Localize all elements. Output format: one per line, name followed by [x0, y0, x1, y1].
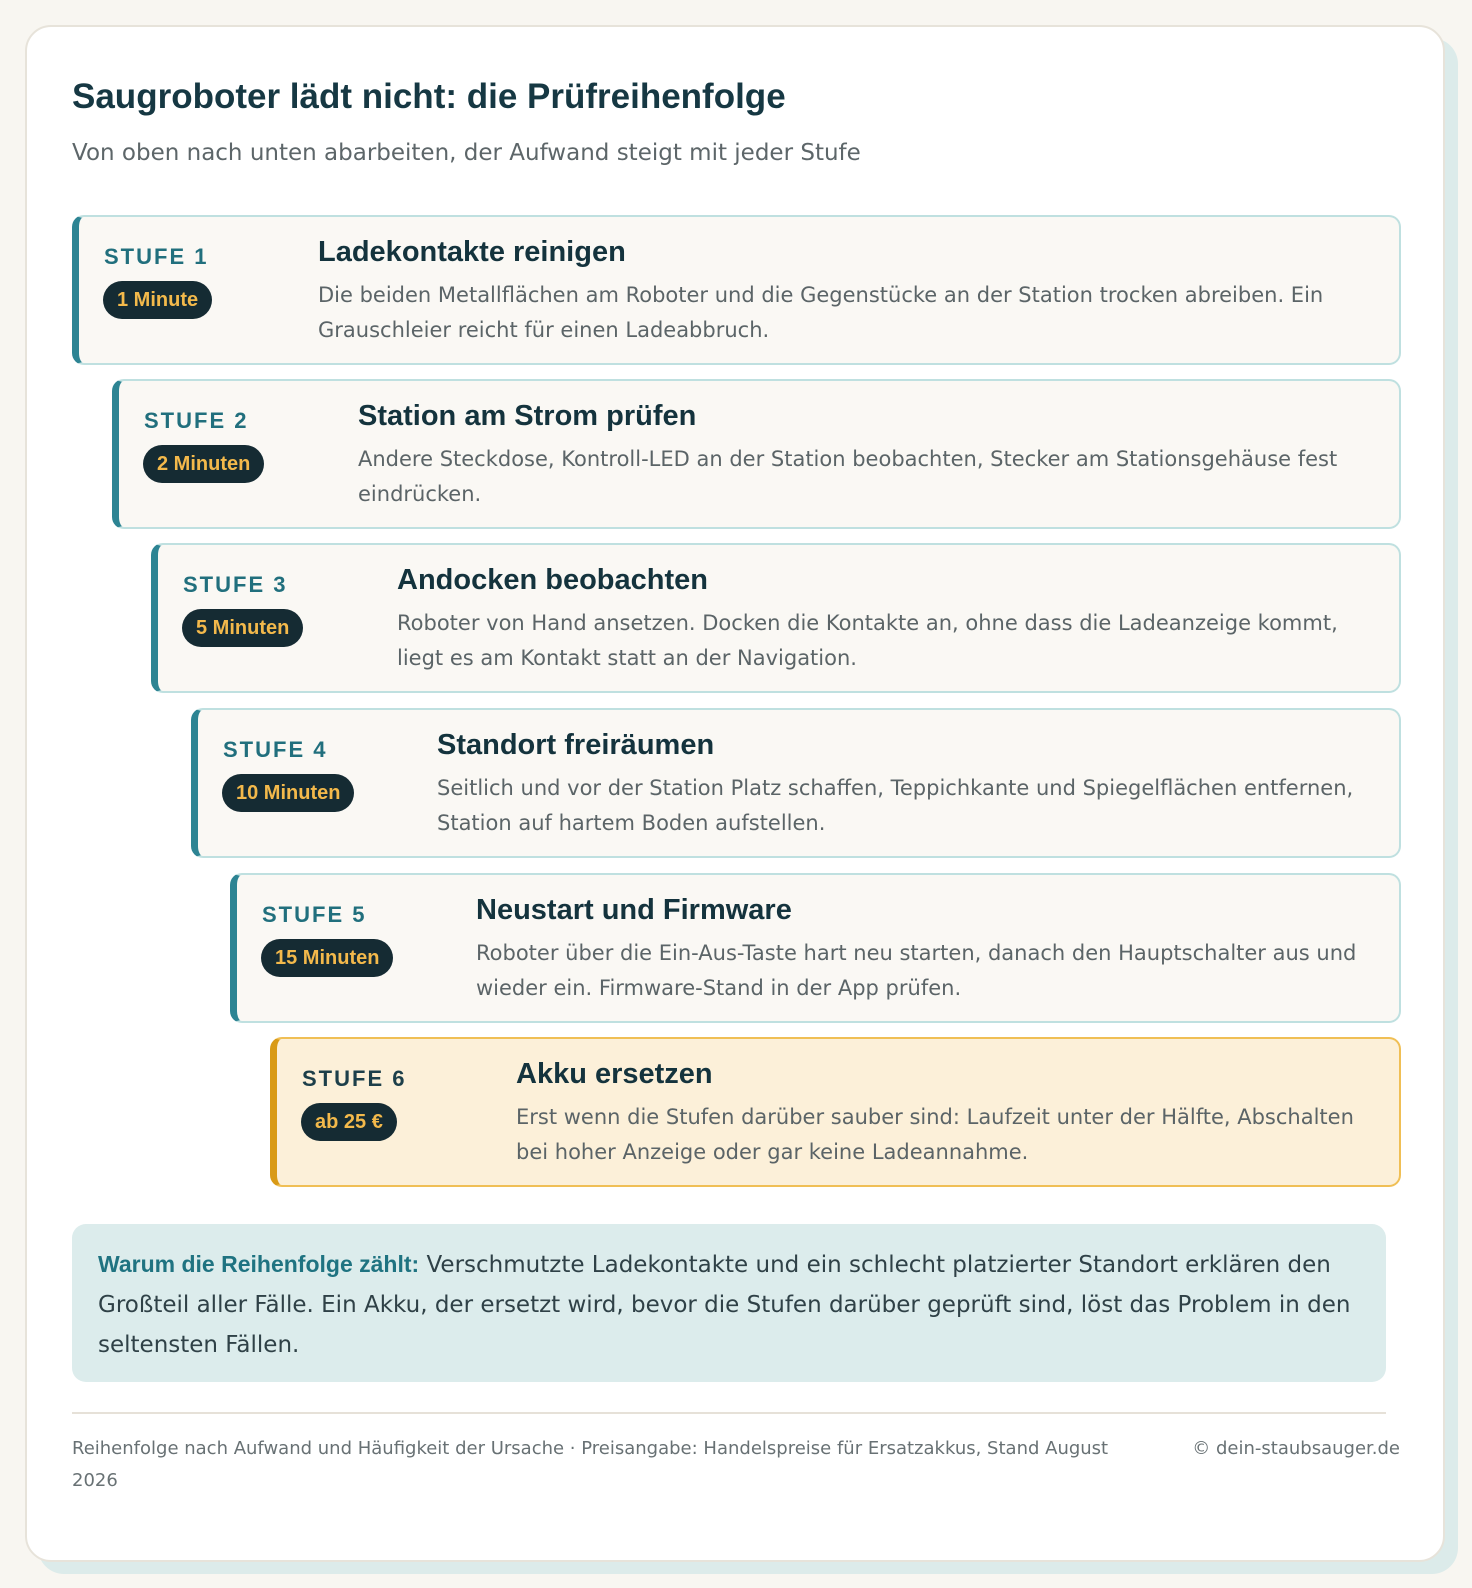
step-duration-badge: 1 Minute [103, 281, 212, 319]
step-4-card [191, 708, 1401, 858]
callout-text: Verschmutzte Ladekontakte und ein schlecht platzierter Standort erklären den Großteil aller Fälle. Ein Akku, der ersetzt wird, bevor die Stufen darüber geprüft sind, löst das Problem in den seltensten Fällen. [98, 1252, 1351, 1358]
step-2-card [112, 379, 1401, 529]
info-callout [72, 1224, 1386, 1382]
step-title: Ladekontakte reinigen [318, 236, 626, 268]
step-title: Standort freiräumen [437, 729, 715, 761]
infographic-card [25, 25, 1445, 1562]
step-label: STUFE 1 [104, 244, 209, 269]
step-duration-badge: 2 Minuten [143, 445, 264, 483]
step-description: Andere Steckdose, Kontroll-LED an der Station beobachten, Stecker am Stationsgehäuse fest eindrücken. [358, 447, 1338, 506]
step-title: Station am Strom prüfen [358, 400, 697, 432]
step-duration-badge: 10 Minuten [222, 774, 354, 812]
page-subtitle: Von oben nach unten abarbeiten, der Aufwand steigt mit jeder Stufe [72, 140, 861, 166]
step-price-badge: ab 25 € [301, 1103, 397, 1141]
callout-lead: Warum die Reihenfolge zählt: [98, 1251, 420, 1277]
footer-note: Reihenfolge nach Aufwand und Häufigkeit der Ursache · Preisangabe: Handelspreise für Ersatzakkus, Stand August 2026 [72, 1438, 1109, 1491]
step-3-card [151, 543, 1401, 693]
step-label: STUFE 3 [183, 572, 288, 597]
step-description: Erst wenn die Stufen darüber sauber sind: Laufzeit unter der Hälfte, Abschalten bei hoher Anzeige oder gar keine Ladeannahme. [516, 1105, 1354, 1164]
step-5-card [230, 873, 1401, 1023]
step-1-card [72, 215, 1401, 365]
step-duration-badge: 15 Minuten [261, 939, 393, 977]
step-label: STUFE 4 [223, 737, 328, 762]
step-label: STUFE 5 [262, 902, 367, 927]
footer-copyright: © dein-staubsauger.de [1192, 1438, 1400, 1459]
step-description: Seitlich und vor der Station Platz schaffen, Teppichkante und Spiegelflächen entfernen, Station auf hartem Boden aufstellen. [437, 776, 1354, 835]
step-description: Roboter über die Ein-Aus-Taste hart neu starten, danach den Hauptschalter aus und wieder ein. Firmware-Stand in der App prüfen. [476, 941, 1357, 1000]
step-6-card [270, 1037, 1401, 1187]
page-title: Saugroboter lädt nicht: die Prüfreihenfolge [72, 77, 786, 116]
step-duration-badge: 5 Minuten [182, 609, 303, 647]
step-label: STUFE 2 [144, 408, 249, 433]
step-description: Roboter von Hand ansetzen. Docken die Kontakte an, ohne dass die Ladeanzeige kommt, liegt es am Kontakt statt an der Navigation. [397, 611, 1338, 670]
step-title: Neustart und Firmware [476, 894, 792, 926]
step-title: Andocken beobachten [397, 564, 708, 596]
step-label: STUFE 6 [302, 1066, 407, 1091]
step-description: Die beiden Metallflächen am Roboter und die Gegenstücke an der Station trocken abreiben. Ein Grauschleier reicht für einen Ladeabbruch. [318, 283, 1324, 342]
step-title: Akku ersetzen [516, 1058, 713, 1090]
footer-divider [72, 1412, 1386, 1414]
